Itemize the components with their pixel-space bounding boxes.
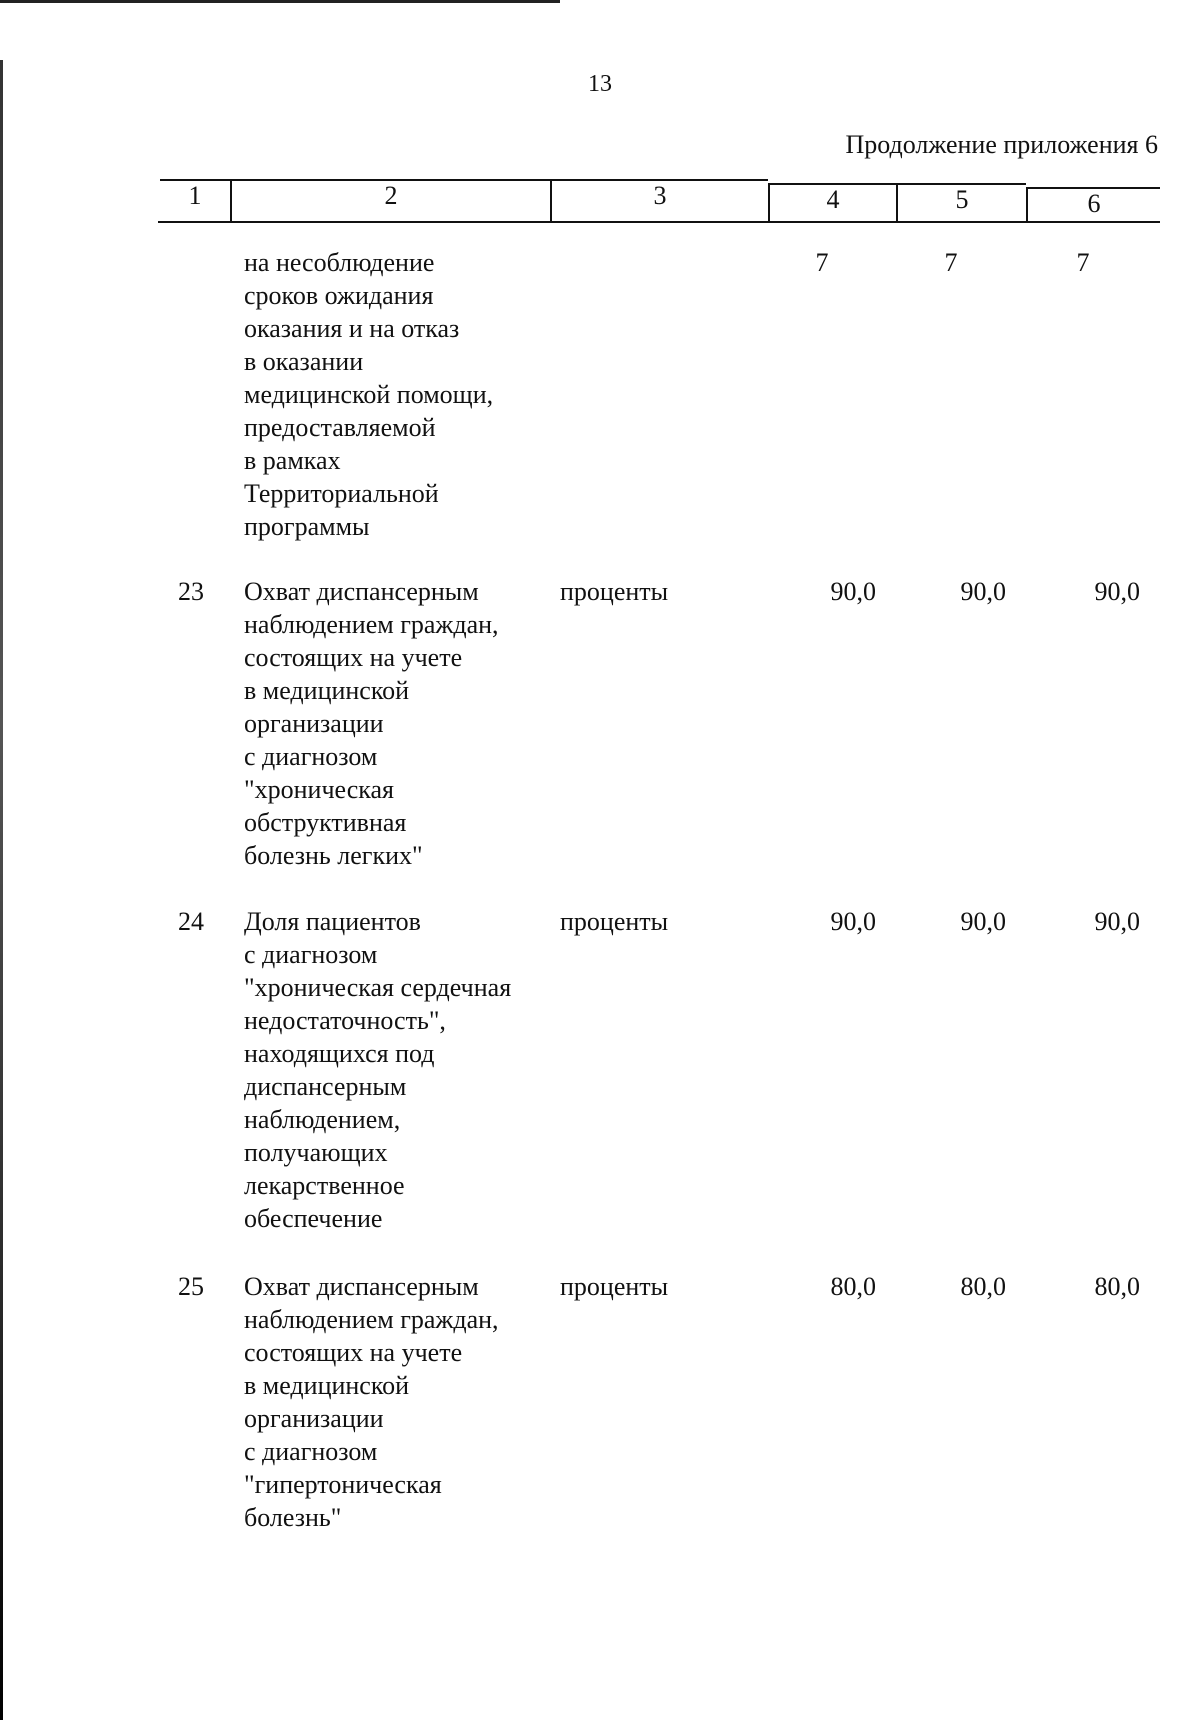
indicator-name: Доля пациентов с диагнозом "хроническая сердечная недостаточность", находящихся под диспансерным наблюдением, получающих лекарственное обеспечение	[244, 907, 512, 1233]
continuation-label: Продолжение приложения 6	[845, 130, 1158, 159]
page-number: 13	[588, 71, 612, 97]
value-column-4: 7	[815, 248, 829, 277]
indicator-name: Охват диспансерным наблюдением граждан, состоящих на учете в медицинской организации с диагнозом "хроническая обструктивная болезнь легких"	[244, 577, 499, 870]
scan-edge-left	[0, 60, 3, 1720]
row-number: 24	[178, 907, 204, 936]
value-column-5: 7	[944, 248, 958, 277]
column-header-4: 4	[768, 183, 896, 223]
value-column-6: 90,0	[1094, 907, 1140, 936]
value-column-5: 90,0	[960, 577, 1006, 606]
table-header	[160, 179, 1160, 223]
column-header-6: 6	[1026, 187, 1160, 223]
column-header-1: 1	[188, 181, 202, 210]
column-header-5: 5	[896, 183, 1026, 223]
column-header-2: 2	[230, 179, 550, 223]
value-column-5: 80,0	[960, 1272, 1006, 1301]
value-column-6: 90,0	[1094, 577, 1140, 606]
row-number: 25	[178, 1272, 204, 1301]
value-column-4: 90,0	[830, 577, 876, 606]
indicator-name: на несоблюдение сроков ожидания оказания и на отказ в оказании медицинской помощи, предоставляемой в рамках Территориальной программы	[244, 248, 494, 541]
column-header-3: 3	[550, 179, 768, 223]
value-column-6: 7	[1076, 248, 1090, 277]
row-number: 23	[178, 577, 204, 606]
unit-of-measure: проценты	[560, 1272, 669, 1301]
value-column-4: 90,0	[830, 907, 876, 936]
unit-of-measure: проценты	[560, 907, 669, 936]
unit-of-measure: проценты	[560, 577, 669, 606]
value-column-5: 90,0	[960, 907, 1006, 936]
value-column-4: 80,0	[830, 1272, 876, 1301]
value-column-6: 80,0	[1094, 1272, 1140, 1301]
indicator-name: Охват диспансерным наблюдением граждан, состоящих на учете в медицинской организации с диагнозом "гипертоническая болезнь"	[244, 1272, 499, 1532]
scan-edge-top	[0, 0, 560, 3]
